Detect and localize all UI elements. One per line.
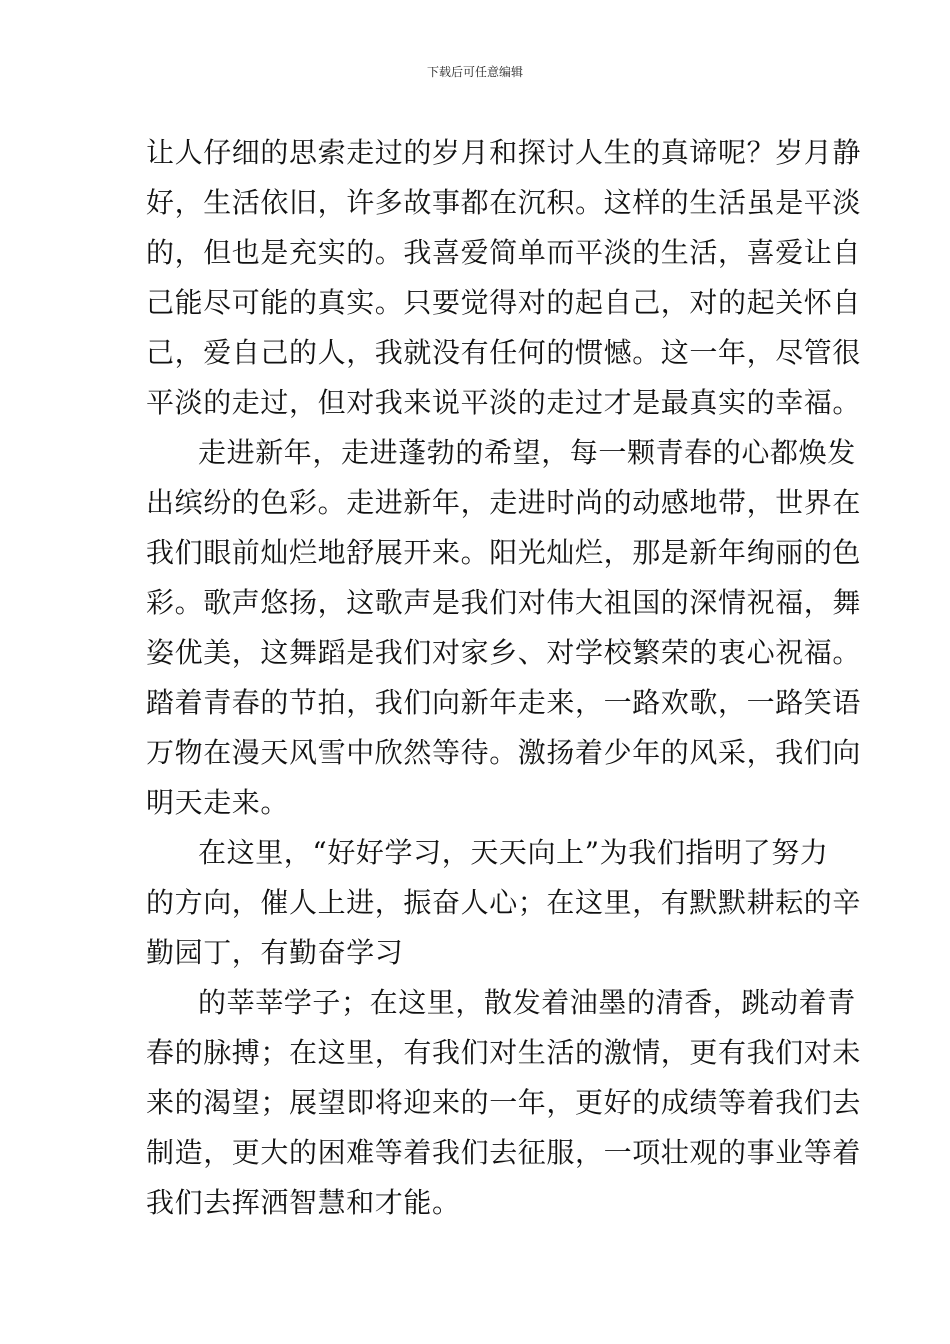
text-line: 勤园丁，有勤奋学习 bbox=[146, 936, 404, 969]
page-header: 下载后可任意编辑 bbox=[426, 65, 523, 79]
text-line: 来的渴望；展望即将迎来的一年，更好的成绩等着我们去 bbox=[146, 1086, 862, 1119]
text-line: 己，爱自己的人，我就没有任何的惯憾。这一年，尽管很 bbox=[146, 336, 862, 369]
text-line: 明天走来。 bbox=[146, 786, 290, 819]
text-line: 让人仔细的思索走过的岁月和探讨人生的真谛呢？岁月静 bbox=[146, 136, 862, 169]
text-line: 姿优美，这舞蹈是我们对家乡、对学校繁荣的衷心祝福。 bbox=[146, 636, 862, 669]
text-line: 好，生活依旧，许多故事都在沉积。这样的生活虽是平淡 bbox=[146, 186, 862, 219]
text-line: 平淡的走过，但对我来说平淡的走过才是最真实的幸福。 bbox=[146, 386, 862, 419]
document-body bbox=[146, 128, 862, 1228]
text-line: 我们去挥洒智慧和才能。 bbox=[146, 1186, 461, 1219]
paragraph-first-line: 的莘莘学子；在这里，散发着油墨的清香，跳动着青 bbox=[198, 986, 856, 1019]
text-line: 己能尽可能的真实。只要觉得对的起自己，对的起关怀自 bbox=[146, 286, 862, 319]
text-line: 的方向，催人上进，振奋人心；在这里，有默默耕耘的辛 bbox=[146, 886, 862, 919]
text-line: 春的脉搏；在这里，有我们对生活的激情，更有我们对未 bbox=[146, 1036, 862, 1069]
text-line: 制造，更大的困难等着我们去征服，一项壮观的事业等着 bbox=[146, 1136, 862, 1169]
text-line: 出缤纷的色彩。走进新年，走进时尚的动感地带，世界在 bbox=[146, 486, 862, 519]
text-line: 万物在漫天风雪中欣然等待。激扬着少年的风采，我们向 bbox=[146, 736, 862, 769]
text-line: 踏着青春的节拍，我们向新年走来，一路欢歌，一路笑语 bbox=[146, 686, 862, 719]
paragraph-first-line: 在这里，“好好学习，天天向上”为我们指明了努力 bbox=[198, 836, 829, 869]
text-line: 彩。歌声悠扬，这歌声是我们对伟大祖国的深情祝福，舞 bbox=[146, 586, 862, 619]
text-line: 我们眼前灿烂地舒展开来。阳光灿烂，那是新年绚丽的色 bbox=[146, 536, 862, 569]
text-line: 的，但也是充实的。我喜爱简单而平淡的生活，喜爱让自 bbox=[146, 236, 862, 269]
paragraph-first-line: 走进新年，走进蓬勃的希望，每一颗青春的心都焕发 bbox=[198, 436, 856, 469]
